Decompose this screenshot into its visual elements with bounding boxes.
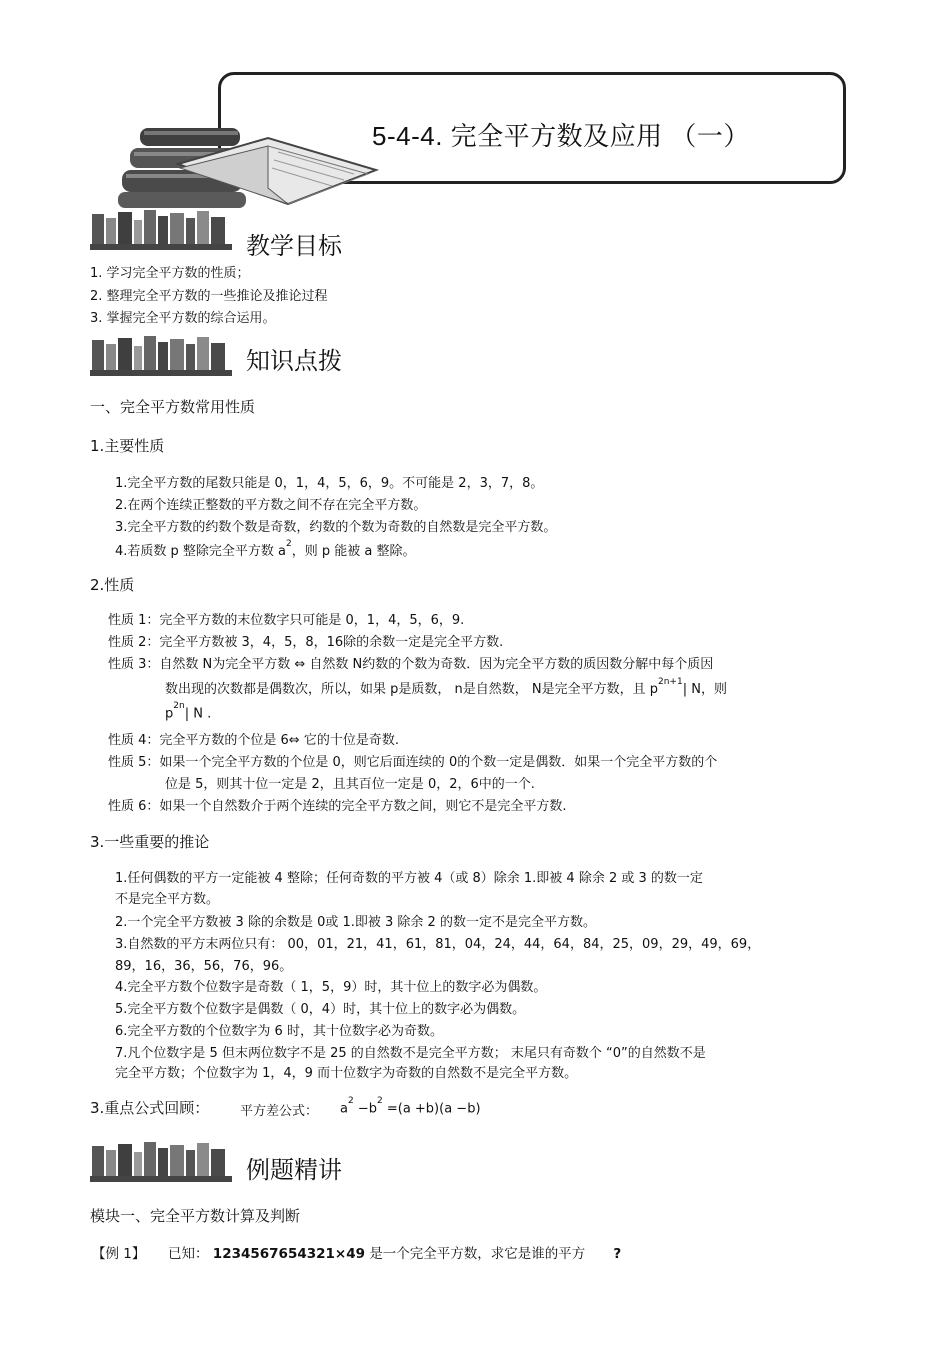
corollary-item: 5.完全平方数个位数字是偶数（ 0，4）时，其十位上的数字必为偶数。 (115, 1002, 526, 1017)
formula-label: 平方差公式： (240, 1104, 319, 1119)
corollary-item: 7.凡个位数字是 5 但末两位数字不是 25 的自然数不是完全平方数； 末尾只有奇数个 “0”的自然数不是 (115, 1046, 706, 1061)
main-props-title: 1.主要性质 (90, 437, 165, 455)
main-prop-item: 1.完全平方数的尾数只能是 0，1，4，5，6，9。不可能是 2，3，7，8。 (115, 476, 544, 491)
property-item: 性质 1：完全平方数的末位数字只可能是 0，1，4，5，6，9. (108, 613, 465, 628)
props-title: 2.性质 (90, 576, 135, 594)
property-item: 性质 5：如果一个完全平方数的个位是 0，则它后面连续的 0的个数一定是偶数．如果一个完全平方数的个 (108, 755, 718, 770)
example-tag: 【例 1】 (92, 1246, 146, 1262)
formula-title: 3.重点公式回顾： (90, 1099, 210, 1117)
corollary-item: 不是完全平方数。 (115, 892, 220, 907)
corollary-item: 1.任何偶数的平方一定能被 4 整除；任何奇数的平方被 4（或 8）除余 1.即被 4 除余 2 或 3 的数一定 (115, 871, 703, 886)
example-question: 已知： 1234567654321×49 是一个完全平方数，求它是谁的平方 ? (168, 1246, 622, 1262)
corollary-item: 89，16，36，56，76，96。 (115, 959, 293, 974)
corollary-item: 3.自然数的平方末两位只有： 00，01，21，41，61，81，04，24，44，64，84，25，09，29，49，69， (115, 937, 761, 952)
module-title: 模块一、完全平方数计算及判断 (90, 1207, 301, 1225)
corollary-item: 完全平方数；个位数字为 1，4，9 而十位数字为奇数的自然数不是完全平方数。 (115, 1066, 578, 1081)
main-prop-item: 4.若质数 p 整除完全平方数 $a^2$，则 p 能被 a 整除。 (115, 538, 416, 559)
property-item-continued: $p^{2n}|$ N . (165, 701, 212, 722)
goal-item: 2. 整理完全平方数的一些推论及推论过程 (90, 289, 328, 304)
goal-item: 1. 学习完全平方数的性质； (90, 266, 250, 281)
corollary-item: 2.一个完全平方数被 3 除的余数是 0或 1.即被 3 除余 2 的数一定不是完全平方数。 (115, 915, 596, 930)
property-item-continued: 位是 5，则其十位一定是 2，且其百位一定是 0，2，6中的一个. (165, 777, 535, 792)
property-item: 性质 3：自然数 N为完全平方数 ⇔ 自然数 N约数的个数为奇数．因为完全平方数的质因数分解中每个质因 (108, 657, 714, 672)
book-stack-icon (118, 118, 380, 210)
knowledge-heading: 一、完全平方数常用性质 (90, 398, 256, 416)
corollary-item: 4.完全平方数个位数字是奇数（ 1，5，9）时，其十位上的数字必为偶数。 (115, 980, 547, 995)
bookshelf-icon (90, 334, 232, 376)
property-item: 性质 4：完全平方数的个位是 6⇔ 它的十位是奇数. (108, 733, 399, 748)
bookshelf-icon (90, 208, 232, 250)
property-item: 性质 2：完全平方数被 3，4，5，8，16除的余数一定是完全平方数. (108, 635, 504, 650)
corollaries-title: 3.一些重要的推论 (90, 833, 210, 851)
page-title: 5-4-4. 完全平方数及应用 （一） (372, 121, 750, 151)
bookshelf-icon (90, 1140, 232, 1182)
property-item-continued: 数出现的次数都是偶数次，所以，如果 p是质数， n是自然数， N是完全平方数，且 $p^{2n+1}|$ N，则 (165, 676, 727, 697)
corollary-item: 6.完全平方数的个位数字为 6 时，其十位数字必为奇数。 (115, 1024, 443, 1039)
property-item: 性质 6：如果一个自然数介于两个连续的完全平方数之间，则它不是完全平方数. (108, 799, 567, 814)
main-prop-item: 3.完全平方数的约数个数是奇数，约数的个数为奇数的自然数是完全平方数。 (115, 520, 557, 535)
section-title-knowledge: 知识点拨 (246, 347, 342, 375)
section-title-examples: 例题精讲 (246, 1156, 342, 1184)
main-prop-item: 2.在两个连续正整数的平方数之间不存在完全平方数。 (115, 498, 427, 513)
section-title-goals: 教学目标 (246, 232, 342, 260)
formula: $a^2 -b^2 =(a +b)(a -b)$ (340, 1096, 481, 1117)
goal-item: 3. 掌握完全平方数的综合运用。 (90, 311, 276, 326)
